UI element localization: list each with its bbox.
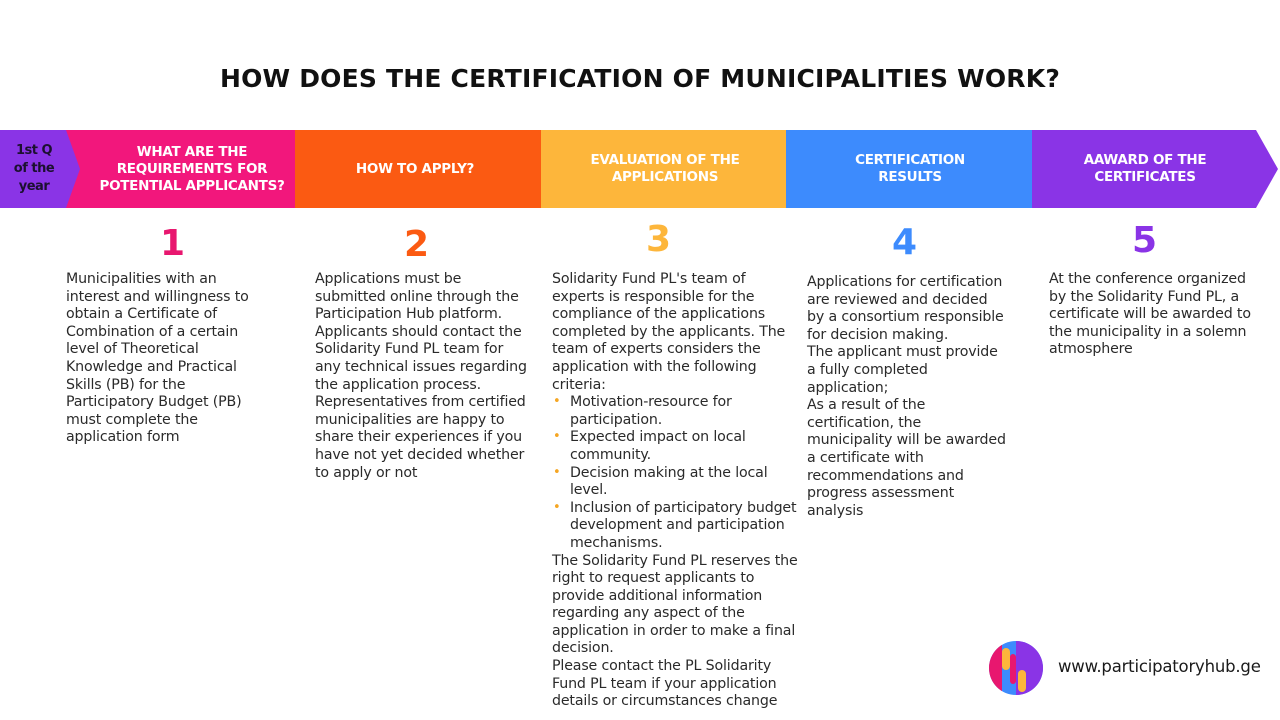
step-3-outro: The Solidarity Fund PL reserves the right to request applicants to provide additional information regarding any aspect of the application in order to make a final decision. <box>552 552 798 657</box>
step-5-label: AAWARD OF THE CERTIFICATES <box>1083 152 1207 185</box>
step-3-contact: Please contact the PL Solidarity Fund PL team if your application details or circumstances change <box>552 658 778 710</box>
criteria-item: • Motivation-resource for participation. <box>570 394 800 429</box>
step-3-description <box>552 271 800 711</box>
criteria-item: • Expected impact on local community. <box>570 429 800 464</box>
step-5-number: 5 <box>1132 220 1158 261</box>
step-4-number: 4 <box>892 222 918 263</box>
step-2-text: Applications must be submitted online through the Participation Hub platform. Applicants should contact the Solidarity Fund PL team for any technical issues regarding the application process. Representatives from certified municipalities are happy to share their experiences if you have not yet decided whether to apply or not <box>315 271 527 481</box>
step-3-number: 3 <box>646 219 672 260</box>
page-title: HOW DOES THE CERTIFICATION OF MUNICIPALITIES WORK? <box>219 64 1061 93</box>
step-4-label: CERTIFICATION RESULTS <box>855 152 965 185</box>
step-2-number: 2 <box>404 224 430 265</box>
step-4-text-1: Applications for certification are reviewed and decided by a consortium responsible for decision making. <box>807 274 1004 343</box>
step-4-description <box>807 274 1007 520</box>
step-1-number: 1 <box>160 223 186 264</box>
step-4-text-2: The applicant must provide a fully completed application; <box>807 344 998 396</box>
timeline-band <box>0 130 1280 208</box>
step-4-text-3: As a result of the certification, the municipality will be awarded a certificate with recommendations and progress assessment analysis <box>807 397 1006 519</box>
criteria-list <box>552 394 800 552</box>
website-link[interactable]: www.participatoryhub.ge <box>1058 657 1261 676</box>
criteria-item: • Inclusion of participatory budget development and participation mechanisms. <box>570 500 800 553</box>
criteria-item: • Decision making at the local level. <box>570 465 800 500</box>
step-2-label: HOW TO APPLY? <box>355 160 475 177</box>
step-2-description <box>315 271 527 482</box>
quarter-label: 1st Q of the year <box>13 143 55 194</box>
step-3-label: EVALUATION OF THE APPLICATIONS <box>590 152 740 185</box>
participatory-hub-logo <box>988 640 1044 696</box>
step-3-intro: Solidarity Fund PL's team of experts is responsible for the compliance of the applications completed by the applicants. The team of experts considers the application with the following criteria: <box>552 271 786 393</box>
step-1-description <box>66 271 266 447</box>
step-1-label: WHAT ARE THE REQUIREMENTS FOR POTENTIAL APPLICANTS? <box>99 143 285 194</box>
step-5-text: At the conference organized by the Solidarity Fund PL, a certificate will be awarded to the municipality in a solemn atmosphere <box>1049 271 1251 358</box>
step-1-text: Municipalities with an interest and willingness to obtain a Certificate of Combination of a certain level of Theoretical Knowledge and Practical Skills (PB) for the Participatory Budget (PB) must complete the application form <box>66 271 249 446</box>
step-5-description <box>1049 271 1267 359</box>
